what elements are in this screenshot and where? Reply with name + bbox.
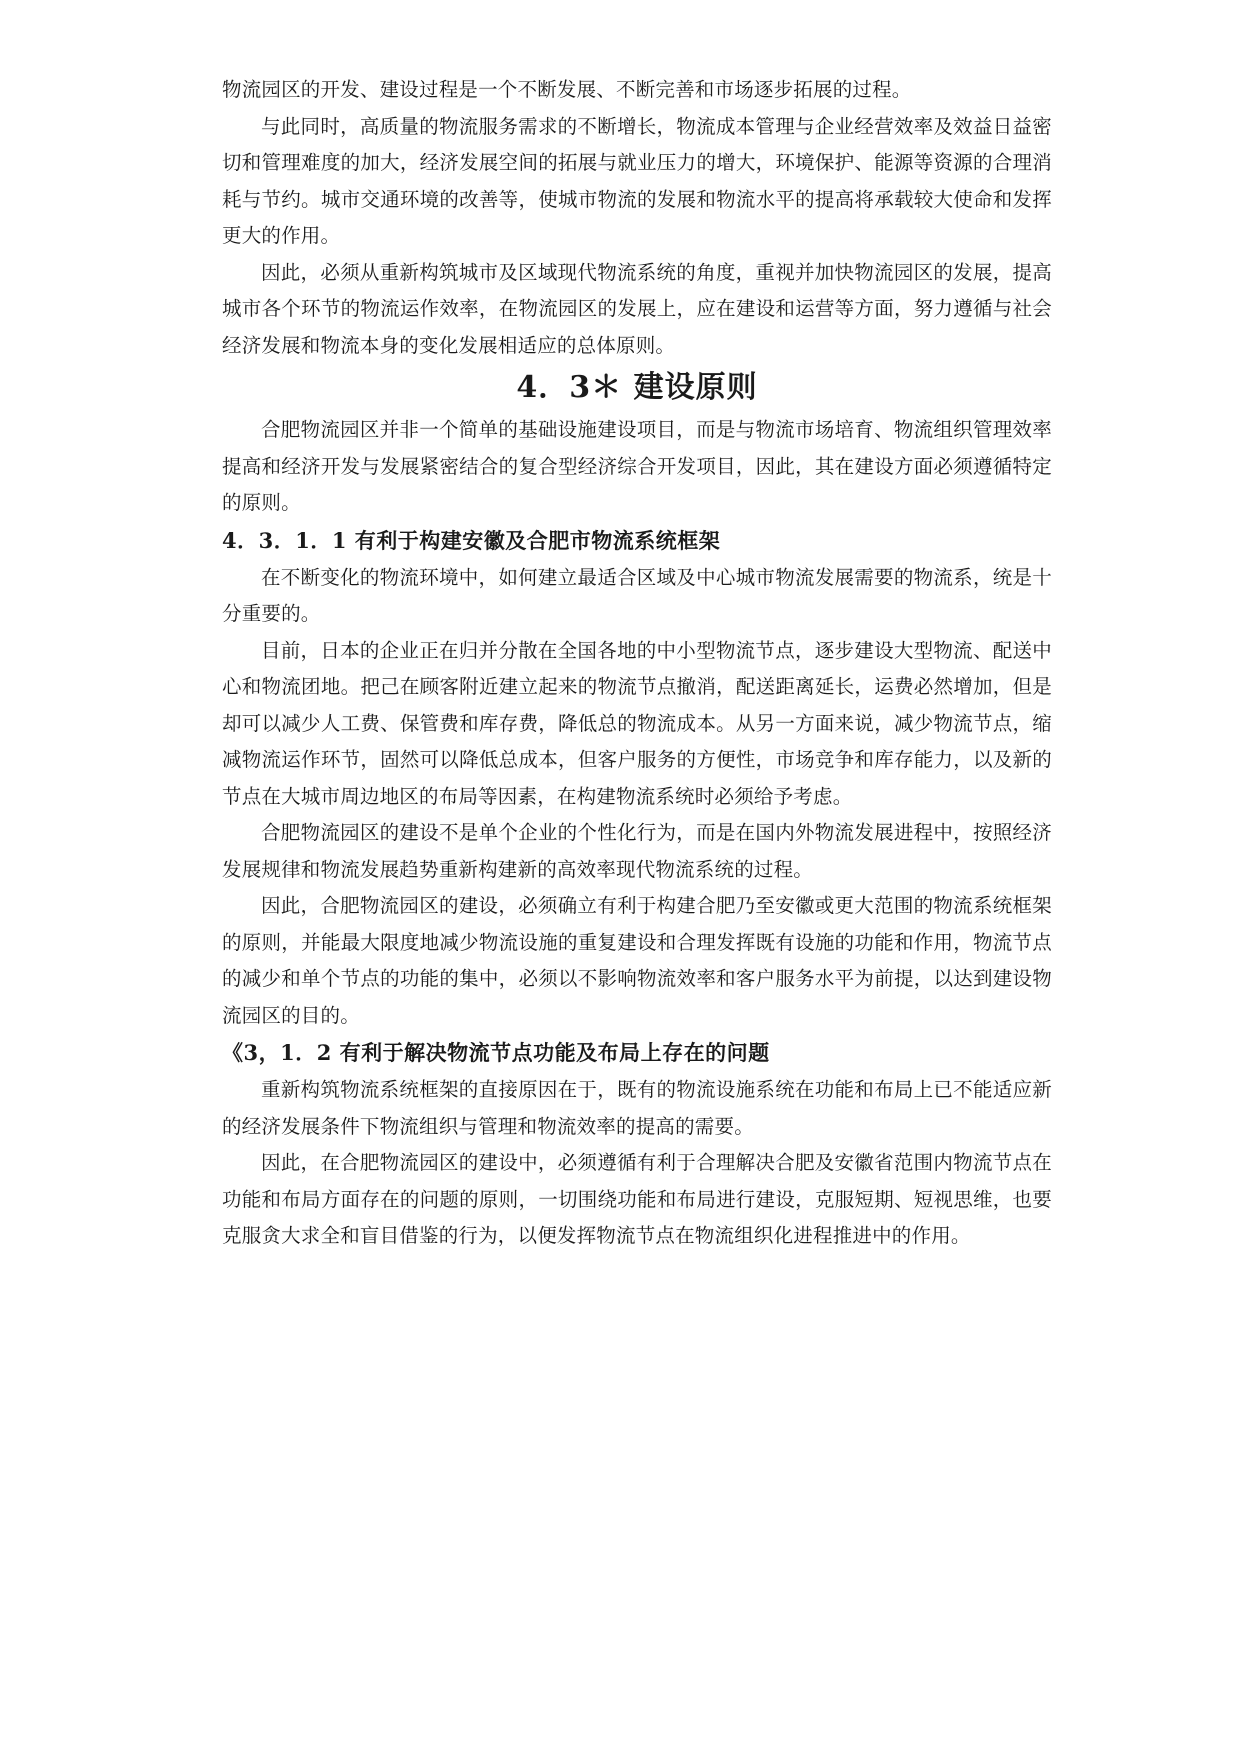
paragraph: 合肥物流园区的建设不是单个企业的个性化行为，而是在国内外物流发展进程中，按照经济发展规律和物流发展趋势重新构建新的高效率现代物流系统的过程。 xyxy=(222,821,1052,881)
section-intro-paragraph: 合肥物流园区并非一个简单的基础设施建设项目，而是与物流市场培育、物流组织管理效率提高和经济开发与发展紧密结合的复合型经济综合开发项目，因此，其在建设方面必须遵循特定的原则。 xyxy=(222,418,1052,514)
paragraph: 物流园区的开发、建设过程是一个不断发展、不断完善和市场逐步拓展的过程。 xyxy=(222,78,912,101)
subsection-heading: 4．3．1．1 有利于构建安徽及合肥市物流系统框架 xyxy=(222,527,721,553)
paragraph: 在不断变化的物流环境中，如何建立最适合区域及中心城市物流发展需要的物流系，统是十分重要的。 xyxy=(222,565,1052,625)
subsection-heading: 《3，1．2 有利于解决物流节点功能及布局上存在的问题 xyxy=(222,1040,770,1065)
paragraph: 重新构筑物流系统框架的直接原因在于，既有的物流设施系统在功能和布局上已不能适应新的经济发展条件下物流组织与管理和物流效率的提高的需要。 xyxy=(222,1078,1052,1138)
paragraph: 因此，必须从重新构筑城市及区域现代物流系统的角度，重视并加快物流园区的发展，提高城市各个环节的物流运作效率，在物流园区的发展上，应在建设和运营等方面，努力遵循与社会经济发展和物流本身的变化发展相适应的总体原则。 xyxy=(222,260,1052,357)
paragraph: 因此，在合肥物流园区的建设中，必须遵循有利于合理解决合肥及安徽省范围内物流节点在功能和布局方面存在的问题的原则，一切围绕功能和布局进行建设，克服短期、短视思维，也要克服贪大求全和盲目借鉴的行为，以便发挥物流节点在物流组织化进程推进中的作用。 xyxy=(222,1151,1052,1247)
paragraph: 与此同时，高质量的物流服务需求的不断增长，物流成本管理与企业经营效率及效益日益密切和管理难度的加大，经济发展空间的拓展与就业压力的增大，环境保护、能源等资源的合理消耗与节约。城市交通环境的改善等，使城市物流的发展和物流水平的提高将承载较大使命和发挥更大的作用。 xyxy=(222,114,1052,247)
paragraph: 因此，合肥物流园区的建设，必须确立有利于构建合肥乃至安徽或更大范围的物流系统框架的原则，并能最大限度地减少物流设施的重复建设和合理发挥既有设施的功能和作用，物流节点的减少和单个节点的功能的集中，必须以不影响物流效率和客户服务水平为前提，以达到建设物流园区的目的。 xyxy=(222,894,1052,1027)
paragraph: 目前，日本的企业正在归并分散在全国各地的中小型物流节点，逐步建设大型物流、配送中心和物流团地。把己在顾客附近建立起来的物流节点撤消，配送距离延长，运费必然增加，但是却可以减少人工费、保管费和库存费，降低总的物流成本。从另一方面来说，减少物流节点，缩减物流运作环节，固然可以降低总成本，但客户服务的方便性，市场竞争和库存能力，以及新的节点在大城市周边地区的布局等因素，在构建物流系统时必须给予考虑。 xyxy=(222,638,1052,808)
section-heading: 4．3＊ 建设原则 xyxy=(516,370,758,405)
document-page xyxy=(222,72,1052,1255)
